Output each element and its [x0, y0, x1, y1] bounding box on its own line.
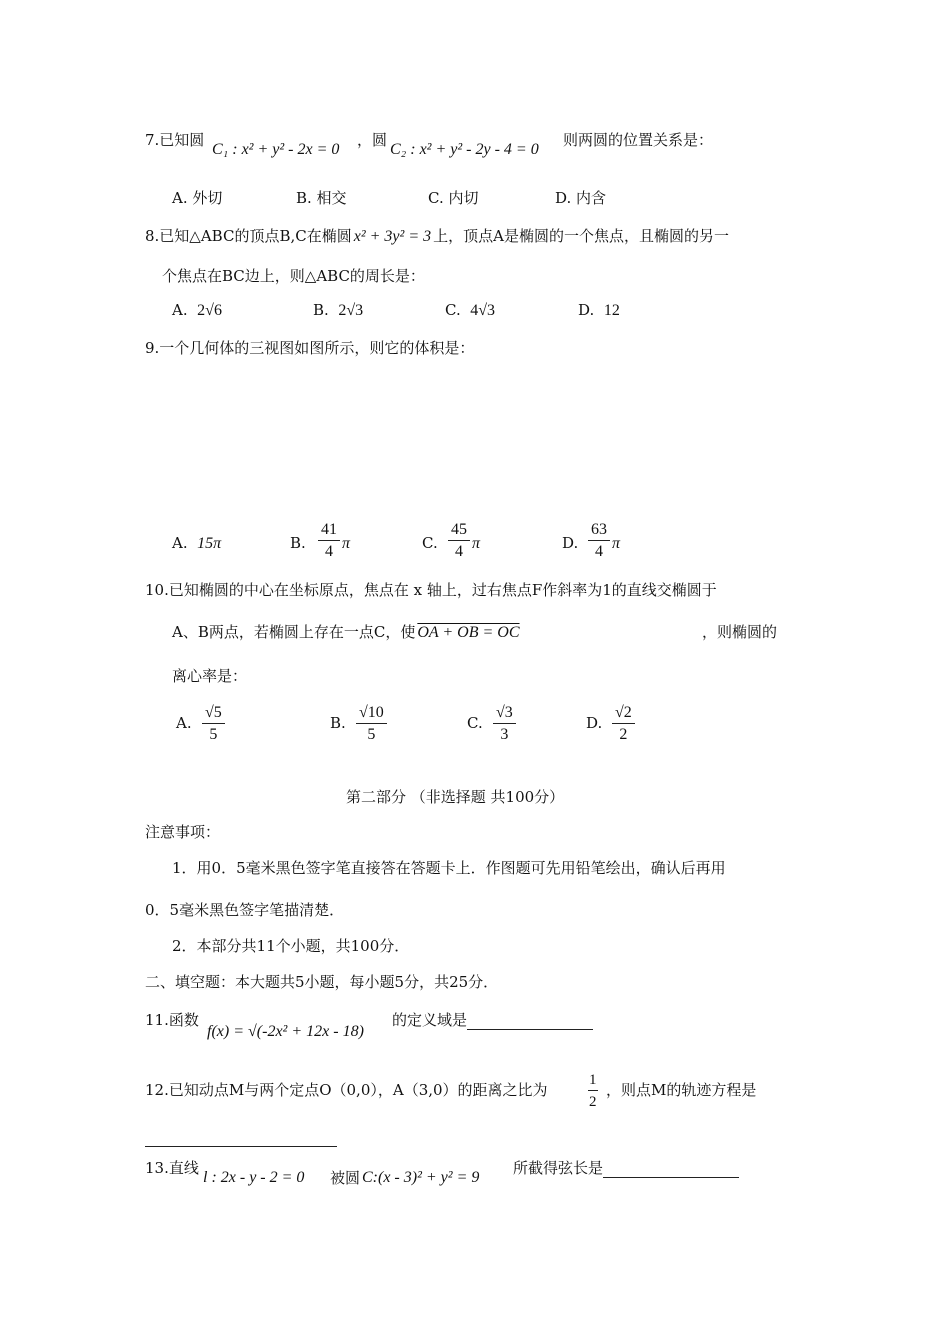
- q9-option-c-fraction: $\frac{45}{4}$: [448, 520, 470, 563]
- part2-title: 第二部分 （非选择题 共100分）: [346, 788, 565, 806]
- q11-function: f(x) = √(-2x² + 12x - 18): [207, 1023, 364, 1040]
- q10-option-b-label: B.: [330, 714, 346, 732]
- q11-suffix: 的定义域是: [392, 1010, 593, 1030]
- q13-line-equation: l : 2x - y - 2 = 0: [203, 1169, 305, 1186]
- notes-heading: 注意事项：: [145, 823, 221, 841]
- q7-suffix: 则两圆的位置关系是：: [563, 131, 714, 149]
- q7-circle1-equation: C₁ : x² + y² - 2x = 0: [212, 141, 340, 158]
- q9-option-d-pi: π: [612, 535, 621, 552]
- q12-suffix: ，则点M的轨迹方程是: [606, 1081, 757, 1099]
- q8-option-a: A. 2√6: [172, 301, 222, 319]
- q7-comma: ，圆: [357, 131, 388, 149]
- q12-answer-blank[interactable]: [145, 1146, 337, 1147]
- q13-mid: 被圆: [330, 1169, 361, 1187]
- q11-prefix: 11.函数: [145, 1011, 199, 1029]
- q9-option-a: A. 15π: [172, 534, 222, 552]
- q10-line1: 10.已知椭圆的中心在坐标原点，焦点在 x 轴上，过右焦点F作斜率为1的直线交椭圆于: [145, 581, 717, 599]
- q10-option-c-fraction: $\frac{√3}{3}$: [493, 703, 516, 746]
- q13-prefix: 13.直线: [145, 1159, 199, 1177]
- note-2: 2．本部分共11个小题，共100分．: [172, 937, 410, 955]
- q12-ratio-fraction: $\frac{1}{2}$: [589, 1072, 597, 1110]
- q7-stem: [145, 130, 204, 150]
- q9-option-b-pi: π: [342, 535, 351, 552]
- q8-option-d: D. 12: [578, 301, 620, 319]
- q10-option-b-fraction: $\frac{√10}{5}$: [356, 703, 387, 746]
- q10-option-c-label: C.: [467, 714, 483, 732]
- q13-circle-equation: C:(x - 3)² + y² = 9: [362, 1169, 480, 1186]
- q7-prefix: 7.已知圆: [145, 131, 205, 149]
- q9-stem: 9.一个几何体的三视图如图所示，则它的体积是：: [145, 339, 475, 357]
- q8-option-c: C. 4√3: [445, 301, 496, 319]
- q9-option-b-fraction: $\frac{41}{4}$: [318, 520, 340, 563]
- q8-option-b: B. 2√3: [313, 301, 364, 319]
- q9-option-c-label: C.: [422, 534, 438, 552]
- q8-line2: 个焦点在BC边上，则△ABC的周长是：: [162, 267, 425, 285]
- q10-option-a-fraction: $\frac{√5}{5}$: [202, 703, 225, 746]
- q7-option-c: C. 内切: [428, 189, 479, 207]
- q10-option-a-label: A.: [176, 714, 192, 732]
- section-heading: 二、填空题：本大题共5小题，每小题5分，共25分．: [145, 973, 499, 991]
- q12-prefix: 12.已知动点M与两个定点O（0,0），A（3,0）的距离之比为: [145, 1081, 548, 1099]
- q9-option-c-pi: π: [472, 535, 481, 552]
- q13-suffix: 所截得弦长是: [513, 1158, 739, 1178]
- note-1-line2: 0．5毫米黑色签字笔描清楚．: [145, 901, 345, 919]
- note-1-line1: 1．用0．5毫米黑色签字笔直接答在答题卡上．作图题可先用铅笔绘出，确认后再用: [172, 859, 726, 877]
- q10-option-d-label: D.: [586, 714, 603, 732]
- q10-line2: A、B两点，若椭圆上存在一点C，使 OA + OB = OC: [172, 623, 520, 641]
- q7-option-d: D. 内含: [555, 189, 607, 207]
- q9-option-b-label: B.: [290, 534, 306, 552]
- q7-option-a: A. 外切: [172, 189, 223, 207]
- q9-option-d-label: D.: [562, 534, 579, 552]
- q11-answer-blank[interactable]: [467, 1011, 593, 1030]
- q8-ellipse-equation: x² + 3y² = 3: [353, 228, 432, 245]
- q9-option-d-fraction: $\frac{63}{4}$: [588, 520, 610, 563]
- q10-option-d-fraction: $\frac{√2}{2}$: [612, 703, 635, 746]
- q7-option-b: B. 相交: [296, 189, 347, 207]
- q7-circle2-equation: C₂ : x² + y² - 2y - 4 = 0: [390, 141, 539, 158]
- q10-line2-tail: ，则椭圆的: [702, 623, 778, 641]
- q13-answer-blank[interactable]: [603, 1159, 739, 1178]
- q8-line1: 8.已知△ABC的顶点B,C在椭圆 x² + 3y² = 3 上，顶点A是椭圆的一个焦点，且椭圆的另一: [145, 227, 729, 245]
- q10-vector-equation: OA + OB = OC: [417, 624, 520, 641]
- q10-line3: 离心率是：: [172, 667, 248, 685]
